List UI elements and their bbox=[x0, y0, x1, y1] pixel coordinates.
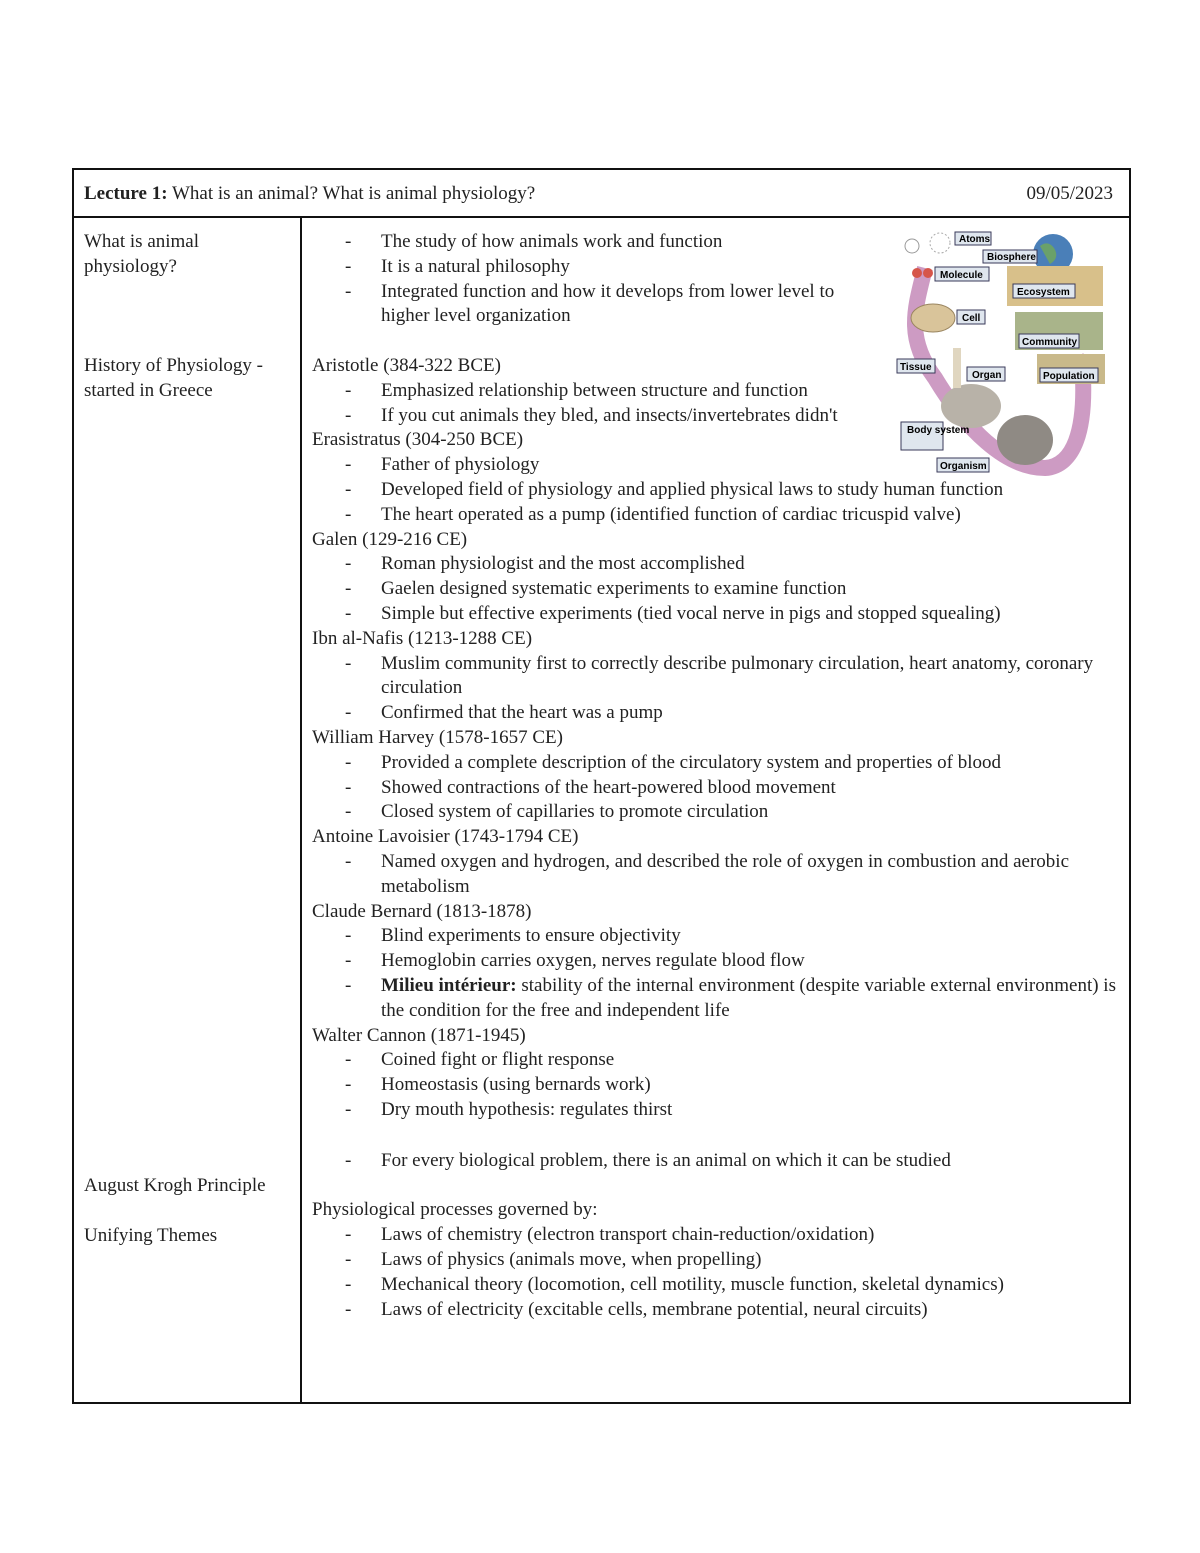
list-item: - The heart operated as a pump (identified function of cardiac tricuspid valve) bbox=[345, 503, 961, 525]
list-item: - Confirmed that the heart was a pump bbox=[345, 702, 663, 724]
list-item: - For every biological problem, there is an animal on which it can be studied bbox=[345, 1149, 951, 1171]
organism-elephant-icon bbox=[997, 415, 1053, 465]
harvey-section bbox=[312, 726, 1122, 825]
list-item: - If you cut animals they bled, and insects/invertebrates didn't bbox=[345, 404, 838, 426]
organization-levels-figure bbox=[895, 228, 1109, 480]
list-item: - Simple but effective experiments (tied vocal nerve in pigs and stopped squealing) bbox=[345, 602, 1001, 624]
list-item: - Dry mouth hypothesis: regulates thirst bbox=[345, 1098, 673, 1120]
list-item: - Showed contractions of the heart-powered blood movement bbox=[345, 776, 836, 798]
lecture-label: Lecture 1: bbox=[84, 183, 168, 204]
milieu-term: Milieu intérieur: bbox=[381, 974, 517, 996]
organ-elephant-icon bbox=[941, 384, 1001, 428]
list-item: - The study of how animals work and function bbox=[345, 231, 723, 252]
label-ecosystem: Ecosystem bbox=[1017, 287, 1070, 298]
label-what-is: What is animal physiology? bbox=[84, 231, 200, 277]
section-heading: Aristotle (384-322 BCE) bbox=[312, 354, 501, 376]
label-organ: Organ bbox=[972, 370, 1002, 381]
bernard-section bbox=[312, 900, 1122, 1024]
label-cell: Cell bbox=[962, 313, 981, 324]
list-item: - Provided a complete description of the circulatory system and properties of blood bbox=[345, 751, 1001, 773]
list-item: - Emphasized relationship between structure and function bbox=[345, 379, 808, 401]
molecule-icon bbox=[912, 268, 922, 278]
list-item: - Father of physiology bbox=[345, 454, 540, 476]
label-history: History of Physiology - started in Greece bbox=[84, 355, 263, 401]
label-atoms: Atoms bbox=[959, 234, 991, 245]
list-item: - Named oxygen and hydrogen, and described the role of oxygen in combustion and aerobic metabolism bbox=[345, 850, 1070, 897]
krogh-section bbox=[312, 1149, 1122, 1174]
label-population: Population bbox=[1043, 371, 1095, 382]
label-community: Community bbox=[1022, 337, 1077, 348]
galen-section bbox=[312, 528, 1122, 627]
label-tissue: Tissue bbox=[900, 362, 932, 373]
list-item: - Milieu intérieur: stability of the internal environment (despite variable external environment) is the condition for the free and independent life bbox=[345, 974, 1116, 1021]
section-heading: Walter Cannon (1871-1945) bbox=[312, 1024, 526, 1046]
list-item: - Integrated function and how it develops from lower level to higher level organization bbox=[345, 280, 835, 327]
cannon-section bbox=[312, 1024, 1122, 1123]
label-krogh: August Krogh Principle bbox=[84, 1175, 266, 1196]
section-heading: Claude Bernard (1813-1878) bbox=[312, 900, 532, 922]
nafis-section bbox=[312, 627, 1122, 726]
cell-icon bbox=[911, 304, 955, 332]
list-item: - It is a natural philosophy bbox=[345, 255, 570, 277]
section-heading: Physiological processes governed by: bbox=[312, 1199, 598, 1221]
label-organism: Organism bbox=[940, 461, 987, 472]
list-item: - Laws of chemistry (electron transport chain-reduction/oxidation) bbox=[345, 1224, 875, 1246]
list-item: - Laws of physics (animals move, when propelling) bbox=[345, 1249, 762, 1271]
list-item: - Hemoglobin carries oxygen, nerves regulate blood flow bbox=[345, 950, 805, 972]
list-item: - Homeostasis (using bernards work) bbox=[345, 1074, 651, 1096]
section-heading: Galen (129-216 CE) bbox=[312, 528, 468, 550]
list-item: - Blind experiments to ensure objectivity bbox=[345, 925, 681, 947]
section-heading: Antoine Lavoisier (1743-1794 CE) bbox=[312, 826, 579, 848]
lavoisier-section bbox=[312, 825, 1122, 899]
lecture-date: 09/05/2023 bbox=[1026, 183, 1113, 204]
section-heading: William Harvey (1578-1657 CE) bbox=[312, 726, 563, 748]
section-heading: Ibn al-Nafis (1213-1288 CE) bbox=[312, 627, 533, 649]
list-item: - Mechanical theory (locomotion, cell motility, muscle function, skeletal dynamics) bbox=[345, 1273, 1004, 1295]
label-molecule: Molecule bbox=[940, 270, 983, 281]
list-item: - Muslim community first to correctly describe pulmonary circulation, heart anatomy, coronary circulation bbox=[345, 652, 1094, 699]
list-item: - Developed field of physiology and applied physical laws to study human function bbox=[345, 478, 1004, 500]
label-body-system: Body system bbox=[907, 425, 970, 436]
list-item: - Roman physiologist and the most accomplished bbox=[345, 553, 745, 575]
table-header bbox=[74, 170, 1129, 218]
list-item: - Gaelen designed systematic experiments to examine function bbox=[345, 578, 847, 600]
atom-icon bbox=[905, 239, 919, 253]
tissue-bone-icon bbox=[953, 348, 961, 388]
label-themes: Unifying Themes bbox=[84, 1225, 218, 1246]
list-item: - Closed system of capillaries to promote circulation bbox=[345, 801, 769, 823]
section-heading: Erasistratus (304-250 BCE) bbox=[312, 429, 524, 451]
list-item: - Laws of electricity (excitable cells, membrane potential, neural circuits) bbox=[345, 1298, 928, 1320]
list-item: - Coined fight or flight response bbox=[345, 1049, 615, 1071]
label-biosphere: Biosphere bbox=[987, 252, 1036, 263]
lecture-title: What is an animal? What is animal physiology? bbox=[171, 183, 536, 204]
atom-icon bbox=[930, 233, 950, 253]
themes-section bbox=[312, 1198, 1122, 1322]
column-divider bbox=[300, 216, 302, 1402]
